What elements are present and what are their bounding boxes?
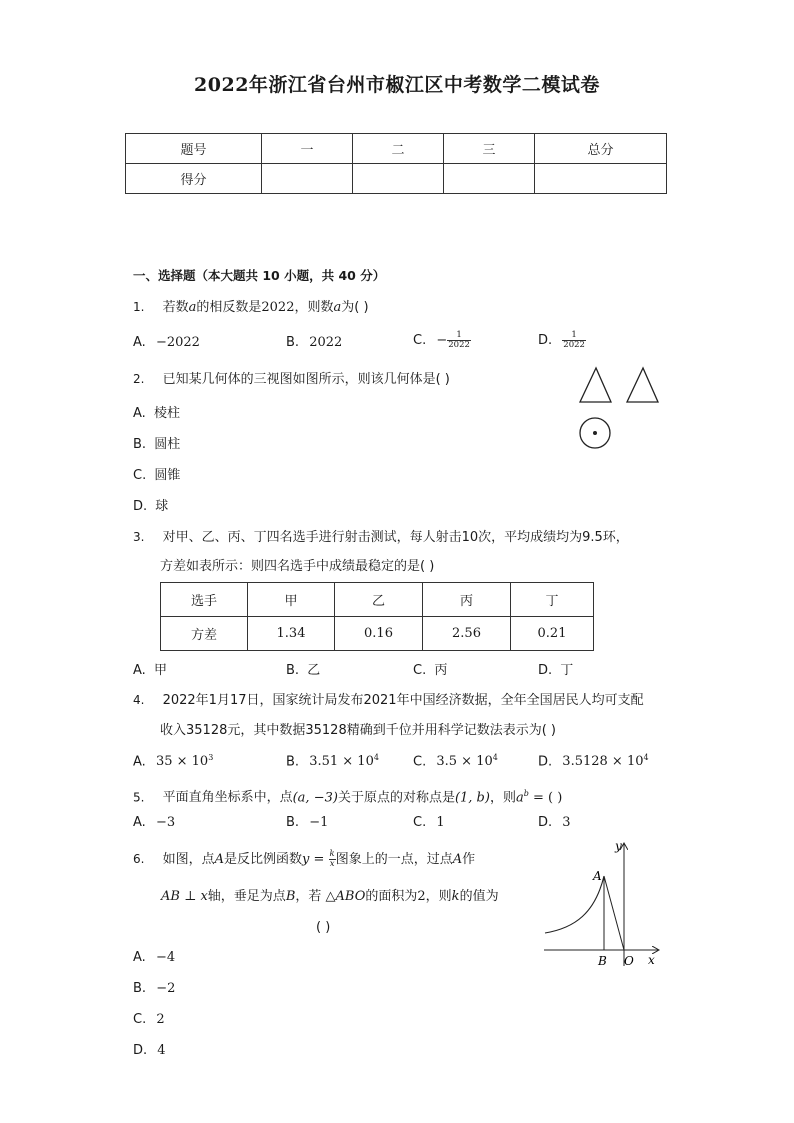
variance-value: 0.21 (511, 617, 594, 651)
question-text: 的面积为 (365, 889, 418, 904)
option-label: A. (133, 815, 146, 830)
top-view-center-dot (593, 431, 597, 435)
math-op: ⊥ (179, 889, 201, 904)
option-d[interactable] (133, 1043, 166, 1058)
question-text: ，则 (425, 889, 452, 904)
variance-header-cell: 丙 (423, 583, 511, 617)
question-text: 若数 (162, 300, 189, 315)
score-cell (535, 164, 667, 194)
option-label: A. (133, 950, 146, 965)
question-text: ，则数 (294, 300, 334, 315)
fraction-numerator: 1 (447, 331, 471, 341)
option-label: C. (413, 333, 427, 348)
option-d[interactable] (133, 495, 168, 514)
option-text: 丙 (434, 663, 448, 678)
score-cell (353, 164, 444, 194)
option-a[interactable] (133, 659, 167, 678)
question-4-line2: 收入35128元，其中数据35128精确到千位并用科学记数法表示为( ) (160, 723, 556, 738)
question-text: ，则 (489, 790, 516, 806)
option-text: −4 (155, 950, 176, 965)
question-text: ，若 △ (295, 889, 336, 904)
fraction (447, 331, 471, 350)
option-a[interactable] (133, 402, 180, 421)
option-text: 35 × 10 (155, 754, 209, 770)
page-title: 2022年浙江省台州市椒江区中考数学二模试卷 (194, 74, 600, 96)
score-header-cell: 题号 (126, 134, 262, 164)
exponent: 4 (373, 753, 379, 762)
question-text: = ( ) (528, 790, 563, 806)
option-text: 2 (156, 1012, 165, 1027)
math-var: k (451, 889, 460, 904)
fraction-denominator: x (329, 859, 335, 869)
option-label: D. (133, 1043, 148, 1058)
option-label: C. (413, 815, 427, 830)
option-text: 3.5128 × 10 (562, 754, 644, 770)
option-label: D. (538, 663, 553, 678)
option-label: B. (286, 754, 300, 770)
question-2 (133, 369, 450, 390)
option-b[interactable] (133, 981, 175, 996)
option-label: A. (133, 335, 146, 350)
side-view-triangle (627, 368, 658, 402)
math-var: a (333, 300, 342, 315)
question-text: 作 (462, 852, 476, 867)
variance-value: 1.34 (248, 617, 335, 651)
question-text: 轴，垂足为点 (207, 889, 286, 904)
math-var: a (188, 300, 197, 315)
option-c[interactable] (413, 331, 471, 350)
question-6 (133, 849, 475, 870)
option-b[interactable] (286, 753, 379, 769)
option-label: D. (538, 815, 553, 830)
question-text: 对甲、乙、丙、丁四名选手进行射击测试，每人射击10次，平均成绩均为9.5环， (162, 530, 629, 545)
option-text: −3 (155, 815, 176, 830)
option-text: 棱柱 (153, 406, 180, 421)
question-text: 已知某几何体的三视图如图所示，则该几何体是( ) (162, 372, 450, 387)
fraction-denominator: 2022 (563, 340, 585, 350)
variance-value: 2.56 (423, 617, 511, 651)
option-text: 4 (157, 1043, 166, 1058)
option-label: B. (286, 335, 300, 350)
option-label: A. (133, 406, 146, 421)
question-number: 6. (133, 852, 145, 866)
variance-header-cell: 选手 (161, 583, 248, 617)
exponent: 3 (208, 753, 214, 762)
math-point: (1, b) (454, 790, 490, 806)
option-a[interactable] (133, 335, 200, 350)
variance-header-cell: 甲 (248, 583, 335, 617)
math-var: A (452, 852, 463, 867)
option-a[interactable] (133, 753, 213, 769)
option-text: 球 (155, 499, 169, 514)
score-cell (444, 164, 535, 194)
option-text: −1 (309, 815, 329, 830)
question-number: 3. (133, 530, 145, 544)
variance-row-label: 方差 (161, 617, 248, 651)
question-number: 4. (133, 693, 145, 707)
fraction-denominator: 2022 (448, 340, 470, 350)
three-view-figure (576, 364, 662, 450)
fraction-numerator: 1 (562, 331, 586, 341)
option-c[interactable] (133, 464, 180, 483)
math-var: A (214, 852, 224, 867)
option-d[interactable] (538, 753, 649, 769)
question-text: 的值为 (459, 889, 499, 904)
question-number: 5. (133, 790, 145, 805)
option-text: −2022 (155, 335, 200, 350)
question-text: 如图，点 (162, 852, 215, 867)
label-y: y (615, 839, 622, 853)
option-b[interactable] (133, 433, 180, 452)
label-x: x (648, 953, 655, 967)
label-b: B (598, 954, 607, 968)
option-b[interactable] (286, 335, 342, 350)
option-d[interactable] (538, 815, 571, 830)
option-text: 圆锥 (154, 468, 181, 483)
fraction (562, 331, 586, 350)
option-label: D. (133, 499, 148, 514)
math-var: ABO (335, 889, 366, 904)
option-sign: − (436, 333, 448, 348)
score-header-cell: 二 (353, 134, 444, 164)
score-header-cell: 三 (444, 134, 535, 164)
option-text: 1 (436, 815, 445, 830)
math-value: 2022 (261, 300, 295, 315)
option-text: 甲 (153, 663, 167, 678)
math-var: y (302, 852, 310, 867)
option-label: D. (538, 754, 553, 770)
answer-blank: ( ) (316, 920, 331, 935)
option-label: B. (133, 981, 147, 996)
option-text: 乙 (307, 663, 321, 678)
option-label: C. (133, 1012, 147, 1027)
question-text: 关于原点的对称点是 (337, 790, 455, 806)
question-number: 2. (133, 372, 145, 386)
option-text: 丁 (560, 663, 574, 678)
option-c[interactable] (133, 1012, 165, 1027)
section-heading: 一、选择题（本大题共 10 小题，共 40 分） (133, 268, 386, 283)
option-label: B. (133, 437, 147, 452)
question-text: 平面直角坐标系中，点 (162, 790, 293, 806)
math-var: AB (161, 889, 180, 904)
math-var: B (285, 889, 296, 904)
math-op: = (309, 852, 329, 867)
exponent: 4 (643, 753, 649, 762)
question-3 (133, 527, 629, 548)
segment-ao (604, 876, 624, 950)
option-label: D. (538, 333, 553, 348)
fraction (329, 850, 336, 869)
option-label: A. (133, 663, 146, 678)
option-label: C. (413, 754, 427, 770)
score-header-cell: 一 (262, 134, 353, 164)
math-point: (a, −3) (292, 790, 338, 806)
math-var: a (515, 790, 524, 806)
option-c[interactable] (413, 659, 447, 678)
option-a[interactable] (133, 950, 175, 965)
option-label: C. (413, 663, 427, 678)
question-5 (133, 784, 562, 808)
option-label: B. (286, 663, 300, 678)
question-6-line2 (161, 887, 499, 907)
question-1 (133, 297, 369, 318)
variance-table (160, 582, 594, 651)
option-text: −2 (156, 981, 176, 996)
option-d[interactable] (538, 331, 586, 350)
score-header-cell: 总分 (535, 134, 667, 164)
label-a: A (593, 869, 602, 883)
question-3-line2: 方差如表所示：则四名选手中成绩最稳定的是( ) (160, 559, 435, 574)
option-text: 3.51 × 10 (309, 754, 374, 770)
option-text: 圆柱 (154, 437, 181, 452)
label-o: O (624, 954, 634, 968)
question-text: 图象上的一点，过点 (335, 852, 453, 867)
score-table (125, 133, 667, 194)
question-text: 的相反数是 (196, 300, 262, 315)
fraction-numerator: k (329, 849, 335, 859)
option-d[interactable] (538, 659, 573, 678)
option-c[interactable] (413, 753, 498, 769)
question-4 (133, 690, 644, 711)
score-cell (262, 164, 353, 194)
question-text: 是反比例函数 (224, 852, 303, 867)
score-row-label: 得分 (126, 164, 262, 194)
option-label: B. (286, 815, 300, 830)
option-c[interactable] (413, 815, 445, 830)
exponent: b (523, 789, 529, 798)
option-label: C. (133, 468, 147, 483)
option-a[interactable] (133, 815, 175, 830)
option-text: 3 (562, 815, 571, 830)
variance-value: 0.16 (335, 617, 423, 651)
option-b[interactable] (286, 659, 320, 678)
front-view-triangle (580, 368, 611, 402)
option-b[interactable] (286, 815, 328, 830)
question-text: 为( ) (341, 300, 369, 315)
option-text: 3.5 × 10 (436, 754, 493, 770)
variance-header-cell: 丁 (511, 583, 594, 617)
variance-header-cell: 乙 (335, 583, 423, 617)
question-number: 1. (133, 300, 145, 314)
hyperbola-curve (545, 876, 604, 933)
inverse-proportion-figure (540, 838, 665, 970)
exponent: 4 (492, 753, 498, 762)
question-text: 2022年1月17日，国家统计局发布2021年中国经济数据，全年全国居民人均可支配 (162, 693, 644, 708)
option-text: 2022 (309, 335, 343, 350)
math-value: 2 (417, 889, 426, 904)
option-label: A. (133, 754, 146, 770)
math-var: x (200, 889, 208, 904)
